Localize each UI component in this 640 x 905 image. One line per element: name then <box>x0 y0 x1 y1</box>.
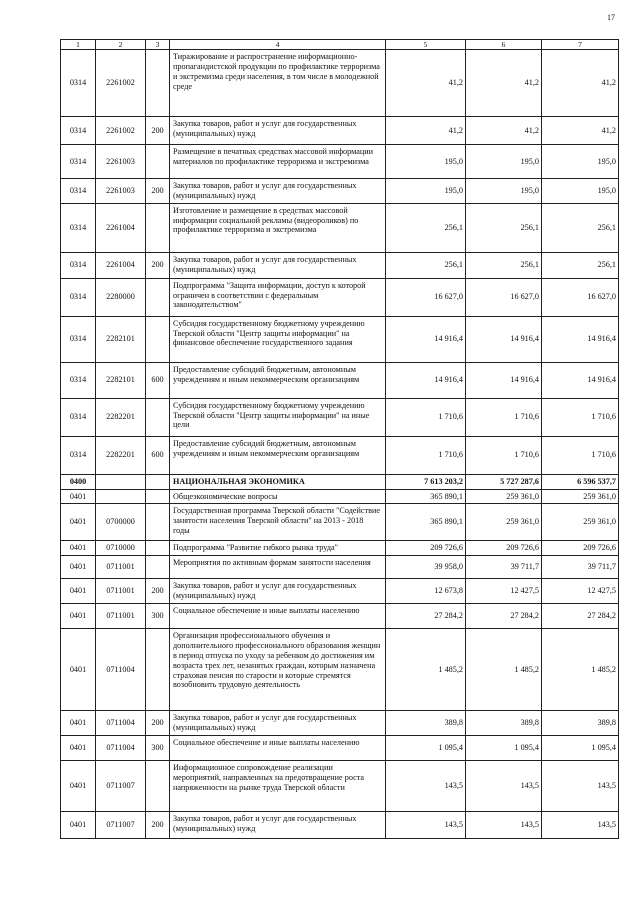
table-row <box>61 489 619 504</box>
section-code-cell: 0401 <box>61 579 96 604</box>
table-row <box>61 203 619 252</box>
target-code-cell: 0711004 <box>96 629 146 711</box>
amount-year-1-cell: 143,5 <box>386 761 466 812</box>
description-cell: Предоставление субсидий бюджетным, автономным учреждениям и иным некоммерческим организациям <box>170 362 386 398</box>
expense-type-cell <box>146 203 170 252</box>
expense-type-cell <box>146 145 170 179</box>
target-code-cell: 2261002 <box>96 117 146 145</box>
amount-year-3-cell: 39 711,7 <box>542 556 619 579</box>
amount-year-1-cell: 1 710,6 <box>386 398 466 436</box>
description-cell: Подпрограмма "Развитие гибкого рынка труда" <box>170 541 386 556</box>
table-row <box>61 436 619 474</box>
expense-type-cell: 300 <box>146 736 170 761</box>
table-row <box>61 398 619 436</box>
expense-type-cell <box>146 489 170 504</box>
amount-year-3-cell: 259 361,0 <box>542 504 619 541</box>
target-code-cell: 0711001 <box>96 604 146 629</box>
description-cell: Субсидия государственному бюджетному учреждению Тверской области "Центр защиты информации" на финансовое обеспечение государственного задания <box>170 316 386 362</box>
amount-year-1-cell: 209 726,6 <box>386 541 466 556</box>
target-code-cell: 2282201 <box>96 436 146 474</box>
table-row <box>61 316 619 362</box>
description-cell: Общеэкономические вопросы <box>170 489 386 504</box>
description-cell: Государственная программа Тверской области "Содействие занятости населения Тверской области" на 2013 - 2018 годы <box>170 504 386 541</box>
amount-year-1-cell: 1 485,2 <box>386 629 466 711</box>
table-row <box>61 711 619 736</box>
expense-type-cell <box>146 474 170 489</box>
expense-type-cell: 200 <box>146 711 170 736</box>
description-cell: Закупка товаров, работ и услуг для государственных (муниципальных) нужд <box>170 711 386 736</box>
amount-year-3-cell: 195,0 <box>542 145 619 179</box>
section-code-cell: 0401 <box>61 629 96 711</box>
amount-year-2-cell: 389,8 <box>466 711 542 736</box>
description-cell: Закупка товаров, работ и услуг для государственных (муниципальных) нужд <box>170 812 386 839</box>
section-code-cell: 0401 <box>61 761 96 812</box>
expense-type-cell: 600 <box>146 436 170 474</box>
amount-year-1-cell: 389,8 <box>386 711 466 736</box>
amount-year-1-cell: 256,1 <box>386 252 466 278</box>
column-number: 4 <box>170 40 386 50</box>
description-cell: Закупка товаров, работ и услуг для государственных (муниципальных) нужд <box>170 179 386 204</box>
amount-year-3-cell: 256,1 <box>542 252 619 278</box>
description-cell: Закупка товаров, работ и услуг для государственных (муниципальных) нужд <box>170 117 386 145</box>
amount-year-3-cell: 209 726,6 <box>542 541 619 556</box>
amount-year-1-cell: 41,2 <box>386 117 466 145</box>
section-code-cell: 0314 <box>61 252 96 278</box>
target-code-cell <box>96 474 146 489</box>
table-row <box>61 179 619 204</box>
section-code-cell: 0401 <box>61 556 96 579</box>
budget-table <box>60 39 619 839</box>
description-cell: Закупка товаров, работ и услуг для государственных (муниципальных) нужд <box>170 252 386 278</box>
target-code-cell: 2282101 <box>96 316 146 362</box>
description-cell: Предоставление субсидий бюджетным, автономным учреждениям и иным некоммерческим организациям <box>170 436 386 474</box>
table-row <box>61 604 619 629</box>
amount-year-2-cell: 1 710,6 <box>466 398 542 436</box>
description-cell: Тиражирование и распространение информационно-пропагандистской продукции по профилактике терроризма и экстремизма среди населения, в том числе в молодежной среде <box>170 50 386 117</box>
target-code-cell: 0711007 <box>96 761 146 812</box>
expense-type-cell <box>146 278 170 316</box>
section-code-cell: 0314 <box>61 362 96 398</box>
amount-year-3-cell: 259 361,0 <box>542 489 619 504</box>
target-code-cell: 2261002 <box>96 50 146 117</box>
page-number: 17 <box>607 13 615 22</box>
description-cell: Социальное обеспечение и иные выплаты населению <box>170 736 386 761</box>
amount-year-3-cell: 41,2 <box>542 117 619 145</box>
expense-type-cell: 300 <box>146 604 170 629</box>
table-row <box>61 556 619 579</box>
amount-year-3-cell: 1 485,2 <box>542 629 619 711</box>
expense-type-cell <box>146 316 170 362</box>
target-code-cell: 0710000 <box>96 541 146 556</box>
amount-year-3-cell: 389,8 <box>542 711 619 736</box>
expense-type-cell <box>146 761 170 812</box>
target-code-cell: 0700000 <box>96 504 146 541</box>
section-code-cell: 0401 <box>61 541 96 556</box>
expense-type-cell <box>146 504 170 541</box>
amount-year-1-cell: 39 958,0 <box>386 556 466 579</box>
amount-year-2-cell: 209 726,6 <box>466 541 542 556</box>
amount-year-2-cell: 16 627,0 <box>466 278 542 316</box>
column-number: 6 <box>466 40 542 50</box>
amount-year-2-cell: 5 727 287,6 <box>466 474 542 489</box>
table-row <box>61 504 619 541</box>
table-row <box>61 761 619 812</box>
amount-year-1-cell: 16 627,0 <box>386 278 466 316</box>
expense-type-cell <box>146 398 170 436</box>
expense-type-cell: 200 <box>146 179 170 204</box>
section-code-cell: 0314 <box>61 179 96 204</box>
table-row <box>61 541 619 556</box>
amount-year-1-cell: 365 890,1 <box>386 504 466 541</box>
target-code-cell: 0711001 <box>96 579 146 604</box>
column-number-row <box>61 40 619 50</box>
description-cell: Субсидия государственному бюджетному учреждению Тверской области "Центр защиты информации" на иные цели <box>170 398 386 436</box>
target-code-cell: 0711001 <box>96 556 146 579</box>
amount-year-3-cell: 1 710,6 <box>542 398 619 436</box>
column-number: 5 <box>386 40 466 50</box>
table-row <box>61 278 619 316</box>
section-code-cell: 0314 <box>61 203 96 252</box>
amount-year-1-cell: 143,5 <box>386 812 466 839</box>
amount-year-2-cell: 27 284,2 <box>466 604 542 629</box>
table-row <box>61 117 619 145</box>
table-row <box>61 252 619 278</box>
table-row <box>61 629 619 711</box>
table-row <box>61 50 619 117</box>
section-code-cell: 0401 <box>61 489 96 504</box>
amount-year-1-cell: 27 284,2 <box>386 604 466 629</box>
amount-year-2-cell: 1 485,2 <box>466 629 542 711</box>
expense-type-cell: 200 <box>146 579 170 604</box>
expense-type-cell: 200 <box>146 812 170 839</box>
expense-type-cell: 200 <box>146 252 170 278</box>
target-code-cell: 2282201 <box>96 398 146 436</box>
section-code-cell: 0401 <box>61 504 96 541</box>
column-number: 1 <box>61 40 96 50</box>
amount-year-2-cell: 143,5 <box>466 761 542 812</box>
target-code-cell: 2261003 <box>96 179 146 204</box>
target-code-cell: 2282101 <box>96 362 146 398</box>
amount-year-1-cell: 1 095,4 <box>386 736 466 761</box>
description-cell: НАЦИОНАЛЬНАЯ ЭКОНОМИКА <box>170 474 386 489</box>
amount-year-2-cell: 143,5 <box>466 812 542 839</box>
expense-type-cell: 600 <box>146 362 170 398</box>
target-code-cell: 2261004 <box>96 252 146 278</box>
amount-year-3-cell: 6 596 537,7 <box>542 474 619 489</box>
amount-year-2-cell: 41,2 <box>466 50 542 117</box>
expense-type-cell <box>146 556 170 579</box>
amount-year-2-cell: 1 095,4 <box>466 736 542 761</box>
section-code-cell: 0401 <box>61 812 96 839</box>
section-code-cell: 0314 <box>61 398 96 436</box>
amount-year-3-cell: 14 916,4 <box>542 362 619 398</box>
column-number: 3 <box>146 40 170 50</box>
expense-type-cell <box>146 541 170 556</box>
amount-year-2-cell: 41,2 <box>466 117 542 145</box>
table-row <box>61 362 619 398</box>
amount-year-3-cell: 1 095,4 <box>542 736 619 761</box>
target-code-cell: 2261003 <box>96 145 146 179</box>
table-row <box>61 812 619 839</box>
description-cell: Информационное сопровождение реализации мероприятий, направленных на предотвращение роста напряженности на рынке труда Тверской области <box>170 761 386 812</box>
section-code-cell: 0400 <box>61 474 96 489</box>
description-cell: Размещение в печатных средствах массовой информации материалов по профилактике терроризма и экстремизма <box>170 145 386 179</box>
section-code-cell: 0314 <box>61 316 96 362</box>
amount-year-1-cell: 256,1 <box>386 203 466 252</box>
target-code-cell: 0711007 <box>96 812 146 839</box>
description-cell: Закупка товаров, работ и услуг для государственных (муниципальных) нужд <box>170 579 386 604</box>
table-row <box>61 145 619 179</box>
amount-year-2-cell: 14 916,4 <box>466 362 542 398</box>
amount-year-3-cell: 12 427,5 <box>542 579 619 604</box>
section-code-cell: 0401 <box>61 711 96 736</box>
description-cell: Подпрограмма "Защита информации, доступ к которой ограничен в соответствии с федеральным законодательством" <box>170 278 386 316</box>
amount-year-3-cell: 27 284,2 <box>542 604 619 629</box>
table-row <box>61 579 619 604</box>
target-code-cell: 2280000 <box>96 278 146 316</box>
column-number: 7 <box>542 40 619 50</box>
amount-year-3-cell: 143,5 <box>542 761 619 812</box>
amount-year-3-cell: 1 710,6 <box>542 436 619 474</box>
amount-year-2-cell: 259 361,0 <box>466 504 542 541</box>
amount-year-1-cell: 14 916,4 <box>386 362 466 398</box>
expense-type-cell <box>146 629 170 711</box>
target-code-cell: 0711004 <box>96 736 146 761</box>
amount-year-2-cell: 195,0 <box>466 145 542 179</box>
target-code-cell: 2261004 <box>96 203 146 252</box>
amount-year-2-cell: 259 361,0 <box>466 489 542 504</box>
amount-year-1-cell: 7 613 203,2 <box>386 474 466 489</box>
amount-year-3-cell: 143,5 <box>542 812 619 839</box>
amount-year-3-cell: 256,1 <box>542 203 619 252</box>
description-cell: Изготовление и размещение в средствах массовой информации социальной рекламы (видеороликов) по профилактике терроризма и экстремизма <box>170 203 386 252</box>
expense-type-cell: 200 <box>146 117 170 145</box>
amount-year-1-cell: 12 673,8 <box>386 579 466 604</box>
description-cell: Мероприятия по активным формам занятости населения <box>170 556 386 579</box>
amount-year-3-cell: 41,2 <box>542 50 619 117</box>
amount-year-1-cell: 1 710,6 <box>386 436 466 474</box>
target-code-cell <box>96 489 146 504</box>
amount-year-2-cell: 256,1 <box>466 252 542 278</box>
expense-type-cell <box>146 50 170 117</box>
section-code-cell: 0314 <box>61 50 96 117</box>
amount-year-2-cell: 14 916,4 <box>466 316 542 362</box>
amount-year-1-cell: 14 916,4 <box>386 316 466 362</box>
section-code-cell: 0314 <box>61 436 96 474</box>
amount-year-2-cell: 12 427,5 <box>466 579 542 604</box>
table-body <box>61 50 619 839</box>
amount-year-2-cell: 256,1 <box>466 203 542 252</box>
amount-year-3-cell: 195,0 <box>542 179 619 204</box>
section-code-cell: 0314 <box>61 145 96 179</box>
amount-year-1-cell: 195,0 <box>386 179 466 204</box>
amount-year-2-cell: 39 711,7 <box>466 556 542 579</box>
amount-year-2-cell: 1 710,6 <box>466 436 542 474</box>
amount-year-1-cell: 365 890,1 <box>386 489 466 504</box>
description-cell: Социальное обеспечение и иные выплаты населению <box>170 604 386 629</box>
section-code-cell: 0314 <box>61 278 96 316</box>
amount-year-1-cell: 41,2 <box>386 50 466 117</box>
section-code-cell: 0401 <box>61 736 96 761</box>
amount-year-3-cell: 14 916,4 <box>542 316 619 362</box>
amount-year-3-cell: 16 627,0 <box>542 278 619 316</box>
table-row <box>61 474 619 489</box>
section-code-cell: 0314 <box>61 117 96 145</box>
amount-year-1-cell: 195,0 <box>386 145 466 179</box>
description-cell: Организация профессионального обучения и дополнительного профессионального образования женщин в период отпуска по уходу за ребенком до достижения им возраста трех лет, незанятых граждан, которым назначена страховая пенсия по старости и которые стремятся возобновить трудовую деятельность <box>170 629 386 711</box>
table-row <box>61 736 619 761</box>
column-number: 2 <box>96 40 146 50</box>
target-code-cell: 0711004 <box>96 711 146 736</box>
section-code-cell: 0401 <box>61 604 96 629</box>
amount-year-2-cell: 195,0 <box>466 179 542 204</box>
